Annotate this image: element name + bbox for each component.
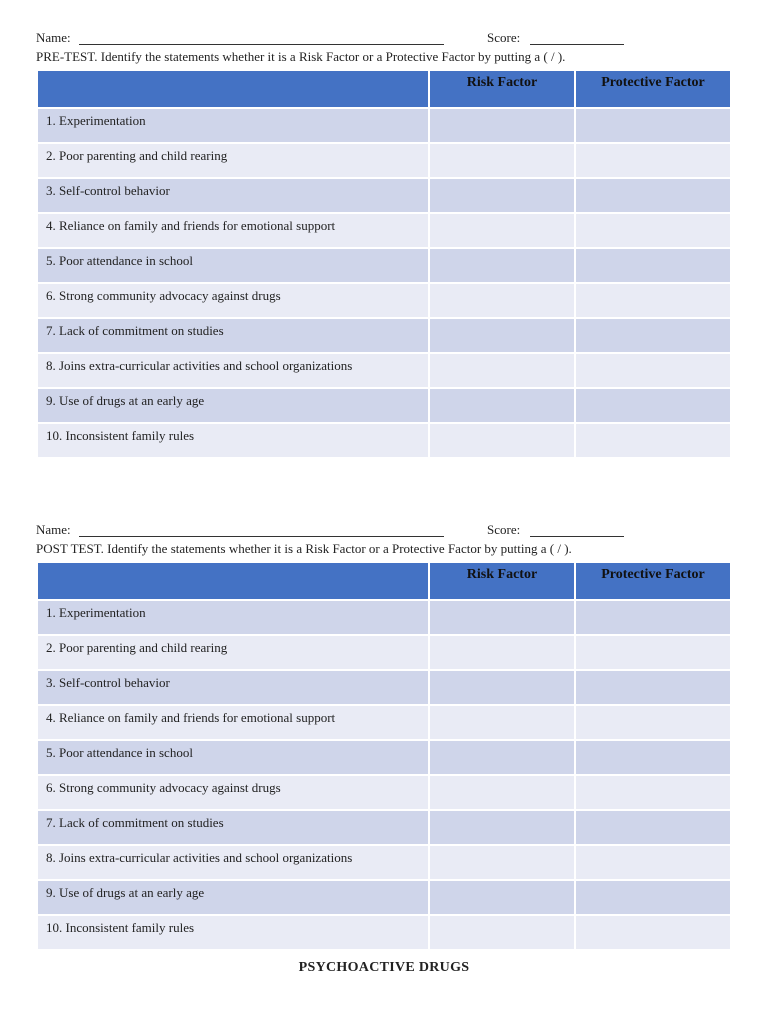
risk-factor-cell[interactable]: [429, 635, 575, 670]
table-row: [37, 248, 731, 283]
protective-factor-cell[interactable]: [575, 775, 731, 810]
risk-factor-cell[interactable]: [429, 880, 575, 915]
pre-test-name-score-row: [36, 30, 730, 48]
statement-cell: 5. Poor attendance in school: [37, 740, 429, 775]
protective-factor-cell[interactable]: [575, 108, 731, 143]
post-test-name-label: Name:: [36, 522, 71, 537]
post-test-name-score-row: [36, 522, 730, 540]
statement-cell: 1. Experimentation: [37, 108, 429, 143]
statement-cell: 2. Poor parenting and child rearing: [37, 143, 429, 178]
risk-factor-cell[interactable]: [429, 423, 575, 458]
protective-factor-cell[interactable]: [575, 213, 731, 248]
pre-test-name-label: Name:: [36, 30, 71, 45]
protective-factor-cell[interactable]: [575, 600, 731, 635]
protective-factor-cell[interactable]: [575, 423, 731, 458]
table-row: [37, 635, 731, 670]
pre-test-name-field[interactable]: [79, 44, 444, 45]
risk-factor-cell[interactable]: [429, 775, 575, 810]
protective-factor-cell[interactable]: [575, 845, 731, 880]
risk-factor-header: Risk Factor: [429, 70, 575, 108]
pre-test-score-label: Score:: [487, 30, 521, 45]
statement-cell: 7. Lack of commitment on studies: [37, 810, 429, 845]
table-row: [37, 600, 731, 635]
table-header-row: [37, 562, 731, 600]
pre-test-section: [36, 30, 730, 459]
pre-test-table: [36, 69, 732, 459]
statement-cell: 6. Strong community advocacy against drugs: [37, 775, 429, 810]
protective-factor-cell[interactable]: [575, 143, 731, 178]
risk-factor-cell[interactable]: [429, 845, 575, 880]
table-row: [37, 213, 731, 248]
table-row: [37, 705, 731, 740]
risk-factor-cell[interactable]: [429, 283, 575, 318]
risk-factor-cell[interactable]: [429, 318, 575, 353]
risk-factor-cell[interactable]: [429, 143, 575, 178]
table-row: [37, 423, 731, 458]
protective-factor-cell[interactable]: [575, 670, 731, 705]
table-row: [37, 388, 731, 423]
statement-header: [37, 562, 429, 600]
risk-factor-cell[interactable]: [429, 810, 575, 845]
statement-cell: 6. Strong community advocacy against drugs: [37, 283, 429, 318]
pre-test-score-field[interactable]: [530, 44, 624, 45]
risk-factor-header: Risk Factor: [429, 562, 575, 600]
protective-factor-header: Protective Factor: [575, 70, 731, 108]
protective-factor-cell[interactable]: [575, 880, 731, 915]
statement-cell: 5. Poor attendance in school: [37, 248, 429, 283]
statement-cell: 10. Inconsistent family rules: [37, 915, 429, 950]
protective-factor-cell[interactable]: [575, 283, 731, 318]
statement-cell: 2. Poor parenting and child rearing: [37, 635, 429, 670]
post-test-name-field[interactable]: [79, 536, 444, 537]
statement-cell: 4. Reliance on family and friends for emotional support: [37, 213, 429, 248]
risk-factor-cell[interactable]: [429, 178, 575, 213]
table-row: [37, 845, 731, 880]
footer-title: PSYCHOACTIVE DRUGS: [298, 960, 470, 975]
statement-cell: 1. Experimentation: [37, 600, 429, 635]
statement-cell: 8. Joins extra-curricular activities and school organizations: [37, 353, 429, 388]
protective-factor-cell[interactable]: [575, 388, 731, 423]
protective-factor-cell[interactable]: [575, 353, 731, 388]
statement-cell: 9. Use of drugs at an early age: [37, 880, 429, 915]
table-row: [37, 670, 731, 705]
table-row: [37, 108, 731, 143]
table-row: [37, 810, 731, 845]
post-test-table: [36, 561, 732, 951]
risk-factor-cell[interactable]: [429, 248, 575, 283]
risk-factor-cell[interactable]: [429, 670, 575, 705]
risk-factor-cell[interactable]: [429, 600, 575, 635]
risk-factor-cell[interactable]: [429, 108, 575, 143]
protective-factor-cell[interactable]: [575, 178, 731, 213]
statement-cell: 4. Reliance on family and friends for emotional support: [37, 705, 429, 740]
table-row: [37, 143, 731, 178]
post-test-score-label: Score:: [487, 522, 521, 537]
risk-factor-cell[interactable]: [429, 353, 575, 388]
risk-factor-cell[interactable]: [429, 740, 575, 775]
protective-factor-cell[interactable]: [575, 705, 731, 740]
protective-factor-cell[interactable]: [575, 248, 731, 283]
post-test-section: [36, 522, 730, 951]
risk-factor-cell[interactable]: [429, 388, 575, 423]
statement-cell: 7. Lack of commitment on studies: [37, 318, 429, 353]
table-row: [37, 178, 731, 213]
protective-factor-cell[interactable]: [575, 810, 731, 845]
statement-cell: 3. Self-control behavior: [37, 178, 429, 213]
risk-factor-cell[interactable]: [429, 705, 575, 740]
protective-factor-cell[interactable]: [575, 635, 731, 670]
statement-cell: 3. Self-control behavior: [37, 670, 429, 705]
pre-test-instructions: PRE-TEST. Identify the statements whether it is a Risk Factor or a Protective Factor by putting a ( / ).: [36, 49, 566, 64]
statement-cell: 10. Inconsistent family rules: [37, 423, 429, 458]
table-row: [37, 915, 731, 950]
table-row: [37, 318, 731, 353]
statement-cell: 9. Use of drugs at an early age: [37, 388, 429, 423]
post-test-instructions: POST TEST. Identify the statements whether it is a Risk Factor or a Protective Factor by putting a ( / ).: [36, 541, 572, 556]
table-row: [37, 283, 731, 318]
protective-factor-cell[interactable]: [575, 318, 731, 353]
table-row: [37, 880, 731, 915]
statement-cell: 8. Joins extra-curricular activities and school organizations: [37, 845, 429, 880]
protective-factor-header: Protective Factor: [575, 562, 731, 600]
protective-factor-cell[interactable]: [575, 915, 731, 950]
risk-factor-cell[interactable]: [429, 213, 575, 248]
table-row: [37, 353, 731, 388]
statement-header: [37, 70, 429, 108]
risk-factor-cell[interactable]: [429, 915, 575, 950]
table-row: [37, 740, 731, 775]
post-test-score-field[interactable]: [530, 536, 624, 537]
protective-factor-cell[interactable]: [575, 740, 731, 775]
table-header-row: [37, 70, 731, 108]
table-row: [37, 775, 731, 810]
